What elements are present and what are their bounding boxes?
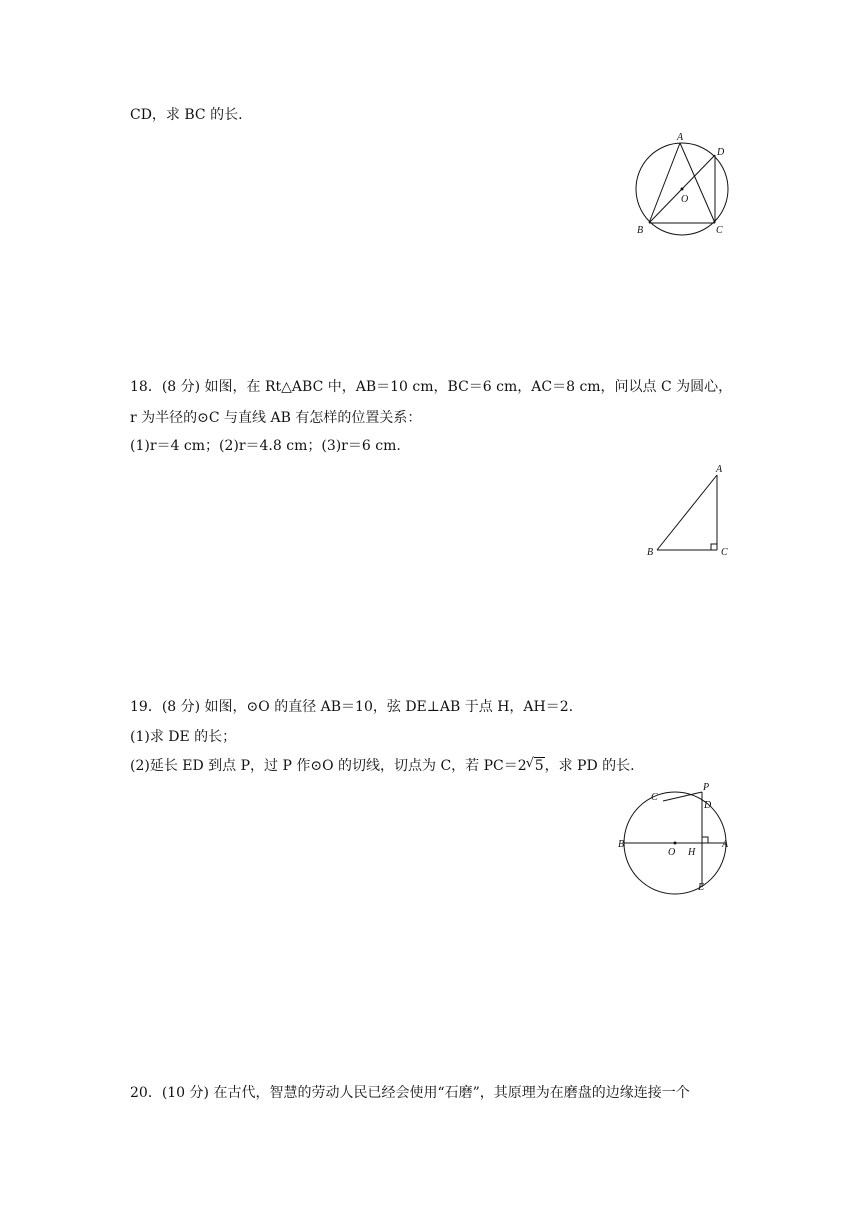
label-a: A xyxy=(716,464,723,475)
label-o: O xyxy=(668,847,676,858)
figure-17-circle-diagram xyxy=(628,128,738,240)
q18-line-3: (1)r＝4 cm；(2)r＝4.8 cm；(3)r＝6 cm. xyxy=(130,438,401,454)
q19-line-1: 19．(8 分) 如图，⊙O 的直径 AB＝10，弦 DE⊥AB 于点 H，AH＝2. xyxy=(130,699,574,715)
figure-18-right-triangle xyxy=(640,460,740,565)
label-c: C xyxy=(721,547,728,558)
label-c: C xyxy=(651,792,658,803)
segment-ac xyxy=(680,143,715,223)
label-b: B xyxy=(637,225,644,236)
label-d: D xyxy=(704,800,712,811)
label-b: B xyxy=(618,839,625,850)
label-e: E xyxy=(698,882,705,893)
center-point-o xyxy=(681,188,684,191)
label-o: O xyxy=(681,194,689,205)
q18-line-1: 18．(8 分) 如图，在 Rt△ABC 中，AB＝10 cm，BC＝6 cm，AC＝8 cm，问以点 C 为圆心， xyxy=(130,379,733,395)
sqrt-symbol xyxy=(527,757,545,775)
sqrt-radicand: 5 xyxy=(534,758,544,774)
q19-line-3-text-a: (2)延长 ED 到点 P，过 P 作⊙O 的切线，切点为 C，若 PC＝2 xyxy=(130,758,527,774)
label-h: H xyxy=(688,847,696,858)
q17-text: CD，求 BC 的长. xyxy=(130,107,243,123)
label-d: D xyxy=(717,147,725,158)
q19-line-3 xyxy=(130,757,635,775)
figure-19-circle-diagram xyxy=(612,778,742,896)
right-angle-mark xyxy=(711,544,717,550)
label-a: A xyxy=(722,839,729,850)
center-point-o xyxy=(674,842,677,845)
label-c: C xyxy=(716,225,723,236)
segment-ab xyxy=(657,475,717,550)
right-angle-mark xyxy=(702,837,708,843)
label-b: B xyxy=(647,547,654,558)
label-p: P xyxy=(703,782,710,793)
segment-ab xyxy=(649,143,680,223)
q19-line-2: (1)求 DE 的长； xyxy=(130,729,237,745)
label-a: A xyxy=(677,132,684,143)
q18-line-2: r 为半径的⊙C 与直线 AB 有怎样的位置关系： xyxy=(130,410,422,426)
q19-line-3-text-b: ，求 PD 的长. xyxy=(544,758,635,774)
q20-line-1: 20．(10 分) 在古代，智慧的劳动人民已经会使用“石磨”，其原理为在磨盘的边缘连接一个 xyxy=(130,1085,690,1101)
